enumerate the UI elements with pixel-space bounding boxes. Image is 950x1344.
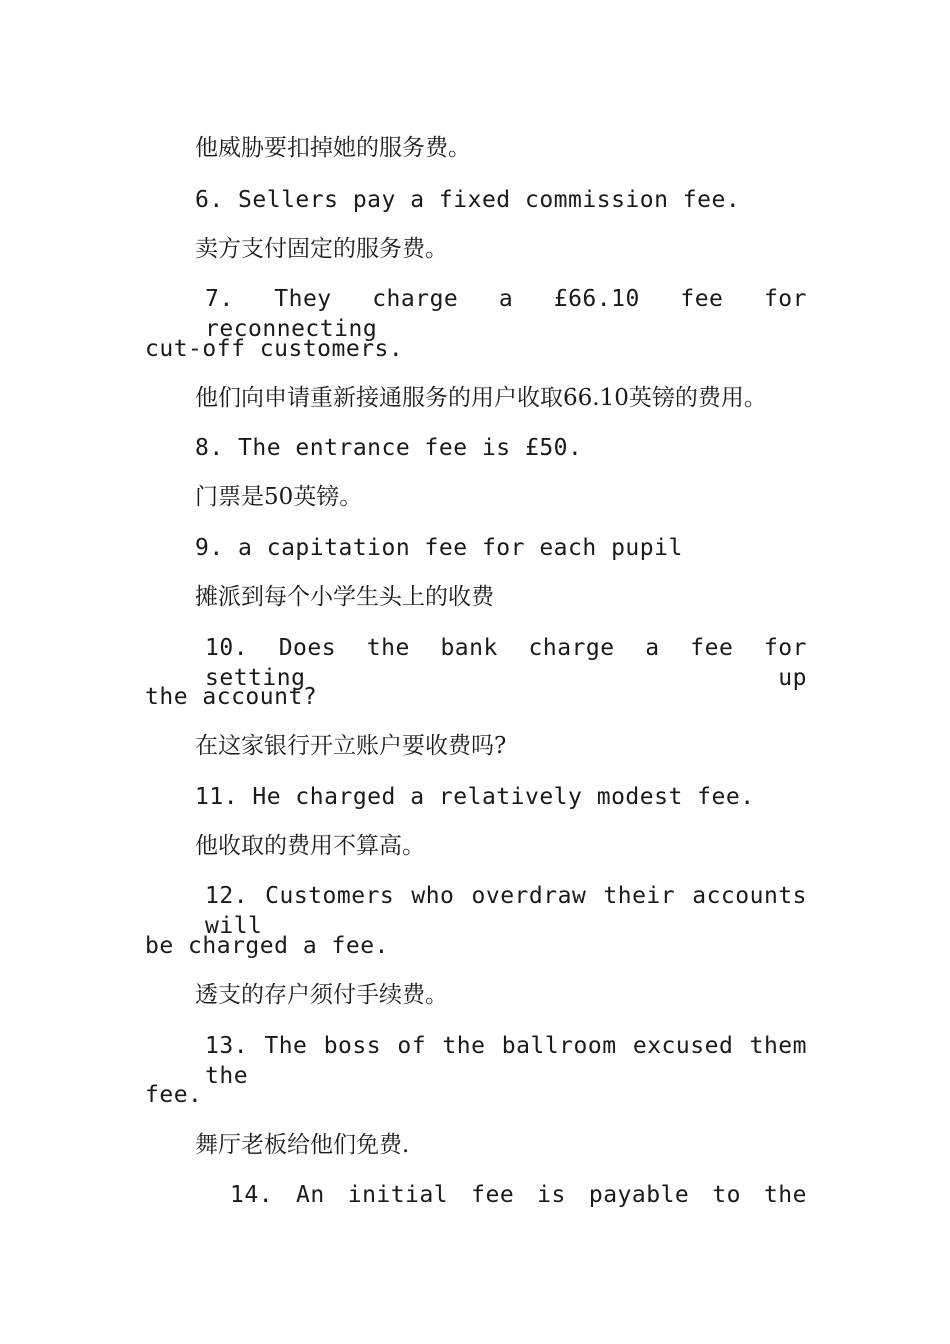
text-line: 12. Customers who overdraw their accounts will — [205, 883, 807, 939]
text-line: 6. Sellers pay a fixed commission fee. — [195, 187, 741, 213]
text-line: 8. The entrance fee is £50. — [195, 435, 583, 461]
text-line: 卖方支付固定的服务费。 — [195, 236, 448, 262]
text-line: 11. He charged a relatively modest fee. — [195, 784, 755, 810]
text-line: 7. They charge a £66.10 fee for reconnecting — [205, 286, 807, 342]
text-line: 在这家银行开立账户要收费吗? — [195, 733, 507, 759]
text-line: 舞厅老板给他们免费. — [195, 1132, 410, 1158]
text-line: 13. The boss of the ballroom excused them the — [205, 1033, 807, 1089]
text-line: be charged a fee. — [145, 933, 389, 959]
text-line: cut-off customers. — [145, 336, 404, 362]
text-line: 他们向申请重新接通服务的用户收取66.10英镑的费用。 — [195, 385, 767, 411]
text-line: 他威胁要扣掉她的服务费。 — [195, 135, 471, 161]
text-line: 他收取的费用不算高。 — [195, 833, 425, 859]
text-line: 透支的存户须付手续费。 — [195, 982, 448, 1008]
text-line: 门票是50英镑。 — [195, 484, 363, 510]
text-line: 9. a capitation fee for each pupil — [195, 535, 683, 561]
text-line: the account? — [145, 684, 318, 710]
text-line: fee. — [145, 1082, 203, 1108]
text-line: 摊派到每个小学生头上的收费 — [195, 584, 494, 610]
text-line: 10. Does the bank charge a fee for setting up — [205, 635, 807, 691]
text-line: 14. An initial fee is payable to the — [230, 1182, 807, 1208]
